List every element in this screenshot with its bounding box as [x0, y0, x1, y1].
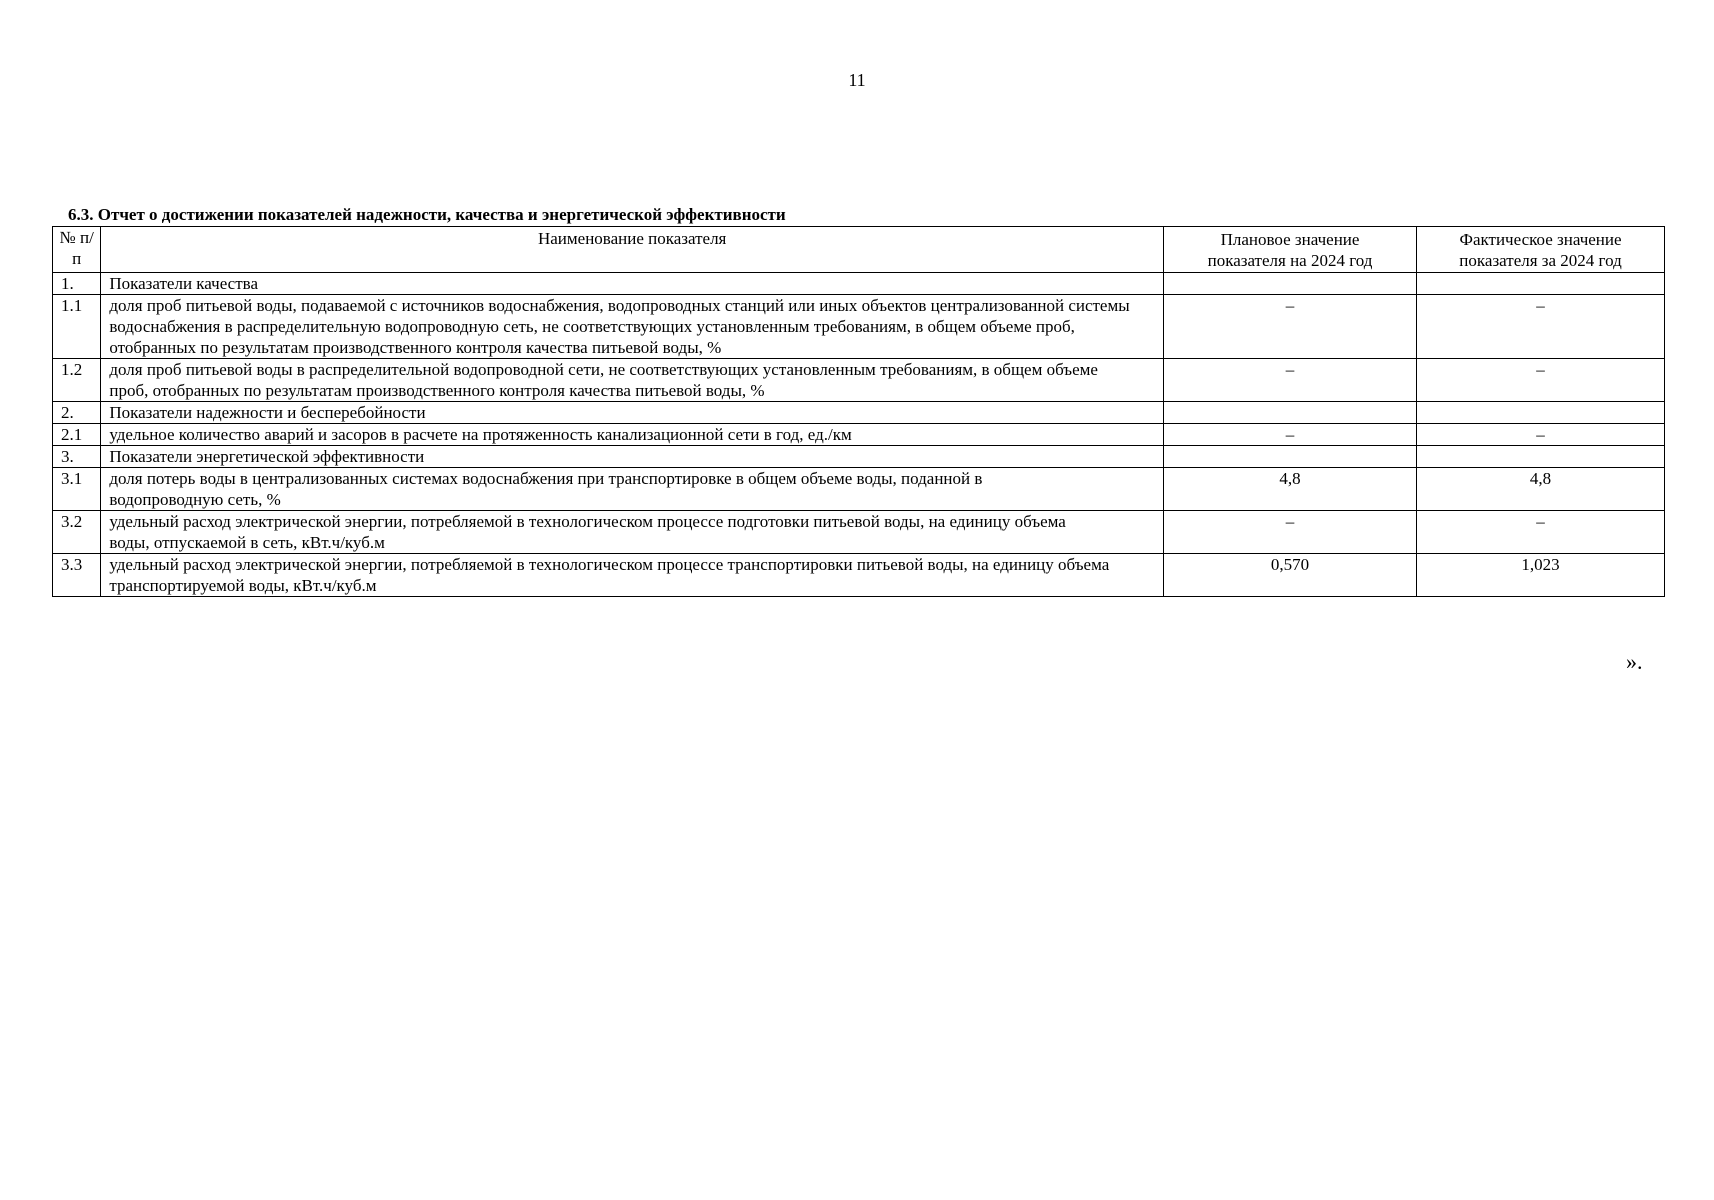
row-name: Показатели качества	[101, 273, 1164, 295]
table-row	[53, 511, 1665, 554]
header-num: № п/п	[53, 227, 101, 273]
header-name: Наименование показателя	[101, 227, 1164, 273]
indicators-table	[52, 226, 1665, 597]
table-row	[53, 273, 1665, 295]
table-header-row	[53, 227, 1665, 273]
row-plan: –	[1164, 511, 1417, 554]
row-name: доля потерь воды в централизованных системах водоснабжения при транспортировке в общем объеме воды, поданной в водопроводную сеть, %	[101, 468, 1164, 511]
table-row	[53, 446, 1665, 468]
closing-quote-mark: ».	[1626, 649, 1643, 674]
section-title: 6.3. Отчет о достижении показателей надежности, качества и энергетической эффективности	[68, 205, 786, 224]
table-row	[53, 402, 1665, 424]
row-num: 1.1	[53, 295, 101, 359]
row-plan	[1164, 273, 1417, 295]
row-num: 2.	[53, 402, 101, 424]
row-num: 3.2	[53, 511, 101, 554]
row-plan: –	[1164, 424, 1417, 446]
row-plan	[1164, 446, 1417, 468]
row-num: 1.	[53, 273, 101, 295]
page-number: 11	[848, 70, 866, 90]
row-fact: –	[1417, 424, 1665, 446]
table-row	[53, 424, 1665, 446]
row-fact: 1,023	[1417, 554, 1665, 597]
table-row	[53, 295, 1665, 359]
row-plan: –	[1164, 359, 1417, 402]
table-row	[53, 554, 1665, 597]
row-num: 3.1	[53, 468, 101, 511]
header-fact: Фактическое значение показателя за 2024 год	[1417, 227, 1665, 273]
row-plan: –	[1164, 295, 1417, 359]
row-name: удельный расход электрической энергии, потребляемой в технологическом процессе подготовки питьевой воды, на единицу объема воды, отпускаемой в сеть, кВт.ч/куб.м	[101, 511, 1164, 554]
header-plan: Плановое значение показателя на 2024 год	[1164, 227, 1417, 273]
row-fact: –	[1417, 359, 1665, 402]
row-name: доля проб питьевой воды в распределительной водопроводной сети, не соответствующих установленным требованиям, в общем объеме проб, отобранных по результатам производственного контроля качества питьевой воды, %	[101, 359, 1164, 402]
row-plan: 0,570	[1164, 554, 1417, 597]
row-name: доля проб питьевой воды, подаваемой с источников водоснабжения, водопроводных станций или иных объектов централизованной системы водоснабжения в распределительную водопроводную сеть, не соответствующих установленным требованиям, в общем объеме проб, отобранных по результатам производственного контроля качества питьевой воды, %	[101, 295, 1164, 359]
row-fact: –	[1417, 511, 1665, 554]
row-fact	[1417, 273, 1665, 295]
row-num: 3.3	[53, 554, 101, 597]
row-name: удельный расход электрической энергии, потребляемой в технологическом процессе транспортировки питьевой воды, на единицу объема транспортируемой воды, кВт.ч/куб.м	[101, 554, 1164, 597]
row-fact	[1417, 446, 1665, 468]
row-name: удельное количество аварий и засоров в расчете на протяженность канализационной сети в год, ед./км	[101, 424, 1164, 446]
row-plan	[1164, 402, 1417, 424]
row-fact: 4,8	[1417, 468, 1665, 511]
row-plan: 4,8	[1164, 468, 1417, 511]
table-row	[53, 468, 1665, 511]
row-num: 3.	[53, 446, 101, 468]
row-fact: –	[1417, 295, 1665, 359]
row-num: 2.1	[53, 424, 101, 446]
row-fact	[1417, 402, 1665, 424]
table-row	[53, 359, 1665, 402]
row-name: Показатели энергетической эффективности	[101, 446, 1164, 468]
row-name: Показатели надежности и бесперебойности	[101, 402, 1164, 424]
row-num: 1.2	[53, 359, 101, 402]
